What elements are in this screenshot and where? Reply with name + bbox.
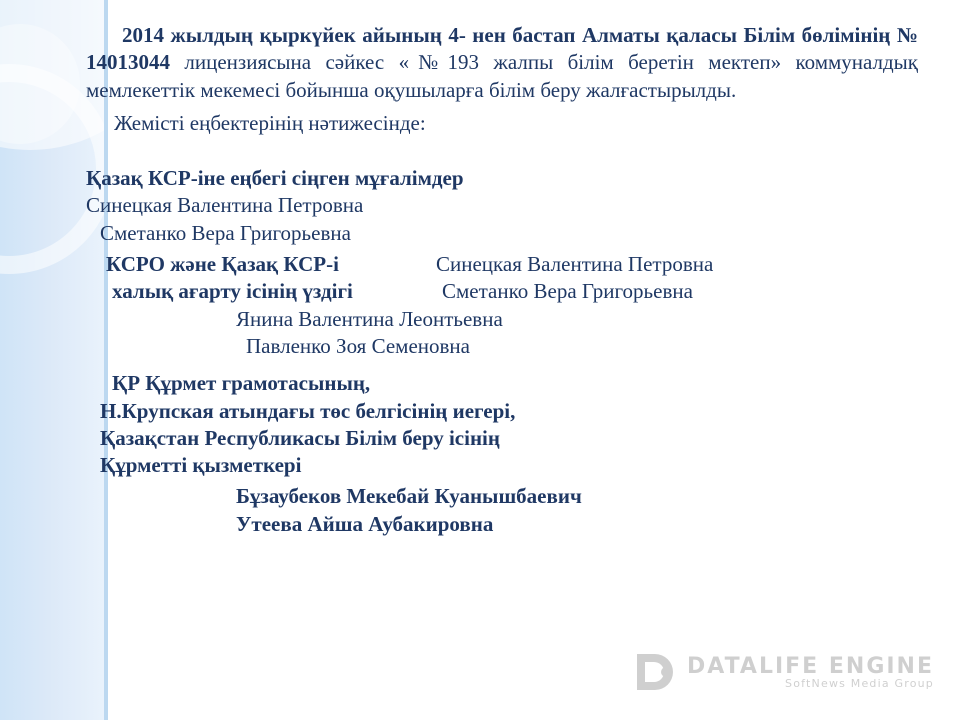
intro-rest: лицензиясына сәйкес «№193 жалпы білім беретін мектеп» коммуналдық мемлекеттік мекемесі бойынша оқушыларға білім беру жалғастырылды. xyxy=(86,50,918,102)
award-1-name-0: Синецкая Валентина Петровна xyxy=(86,193,364,218)
logo-text-block xyxy=(687,655,934,690)
award-1-title: Қазақ КСР-іне еңбегі сіңген мұғалімдер xyxy=(86,166,464,191)
slide-content xyxy=(86,22,918,538)
datalife-engine-logo xyxy=(633,650,934,694)
logo-subtitle: SoftNews Media Group xyxy=(785,676,934,690)
award-3-line-2: Қазақстан Республикасы Білім беру ісінің xyxy=(100,425,500,450)
award-2-name-0: Синецкая Валентина Петровна xyxy=(436,252,714,277)
award-2-title-line-1: КСРО және Қазақ КСР-і xyxy=(106,252,339,277)
award-3-name-0: Бұзаубеков Мекебай Куанышбаевич xyxy=(236,484,582,509)
spacer-1 xyxy=(86,137,918,165)
award-3-line-0: ҚР Құрмет грамотасының, xyxy=(112,371,371,396)
award-2-row-1 xyxy=(86,278,918,305)
logo-title: DATALIFE ENGINE xyxy=(687,653,934,679)
award-3-name-1: Утеева Айша Аубакировна xyxy=(236,511,494,536)
award-2-title-line-2: халық ағарту ісінің үздігі xyxy=(112,279,353,304)
subtitle-line: Жемісті еңбектерінің нәтижесінде: xyxy=(114,110,426,135)
intro-license-number: № 14013044 xyxy=(86,23,919,75)
award-2-name-1: Сметанко Вера Григорьевна xyxy=(442,279,693,304)
intro-bold-lead: 2014 жылдың қыркүйек айының 4- нен бастап Алматы қаласы Білім бөлімінің xyxy=(122,23,891,47)
award-1-name-1: Сметанко Вера Григорьевна xyxy=(100,220,351,245)
award-2-name-3: Павленко Зоя Семеновна xyxy=(246,333,470,358)
award-2-name-2: Янина Валентина Леонтьевна xyxy=(236,306,503,331)
datalife-logo-icon xyxy=(633,650,677,694)
award-3-line-1: Н.Крупская атындағы төс белгісінің иегері, xyxy=(100,398,516,423)
intro-paragraph xyxy=(86,22,918,104)
spacer-3 xyxy=(86,360,918,370)
award-2-row-0 xyxy=(86,251,918,278)
award-3-line-3: Құрметті қызметкері xyxy=(100,453,302,478)
